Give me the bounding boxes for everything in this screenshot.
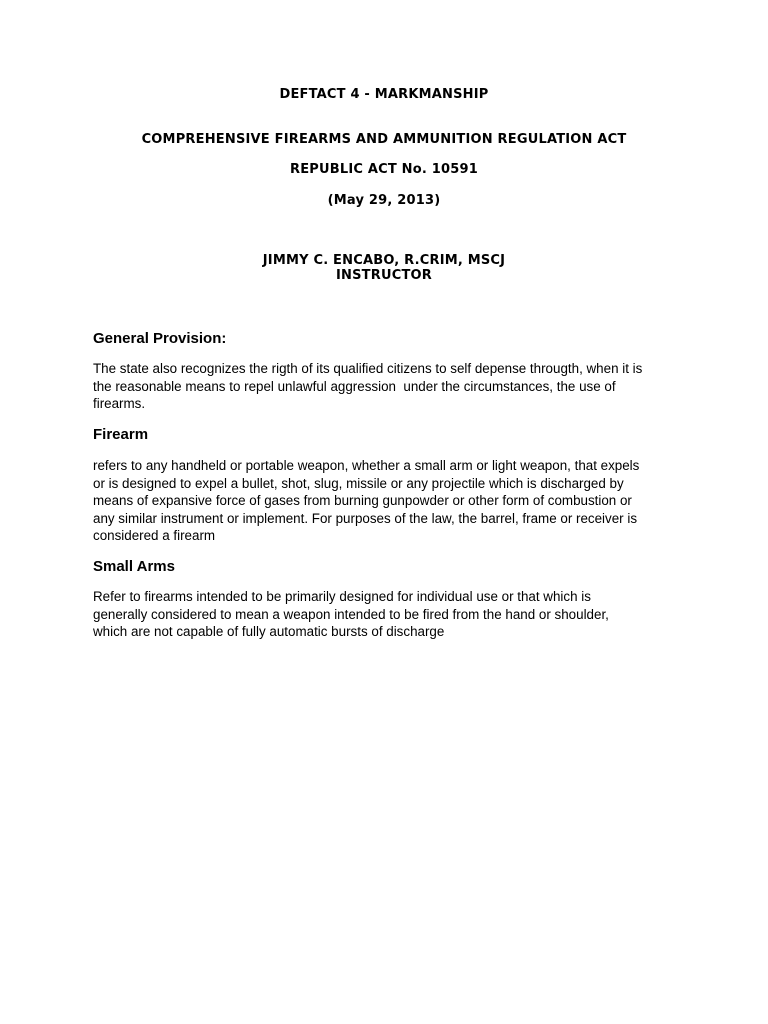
paragraph-line: or is designed to expel a bullet, shot, slug, missile or any projectile which is discharged by bbox=[93, 475, 624, 491]
act-title: COMPREHENSIVE FIREARMS AND AMMUNITION REGULATION ACT bbox=[141, 132, 627, 147]
paragraph-line: refers to any handheld or portable weapon, whether a small arm or light weapon, that expels bbox=[93, 458, 640, 473]
section-body-small-arms bbox=[93, 588, 693, 641]
instructor-role: INSTRUCTOR bbox=[336, 268, 432, 283]
paragraph-line: Refer to firearms intended to be primarily designed for individual use or that which is bbox=[93, 589, 591, 604]
act-number: REPUBLIC ACT No. 10591 bbox=[290, 162, 478, 177]
section-heading-general-provision: General Provision: bbox=[93, 330, 227, 347]
paragraph-line: which are not capable of fully automatic bursts of discharge bbox=[93, 624, 445, 639]
section-heading-firearm: Firearm bbox=[93, 426, 149, 443]
section-heading-small-arms: Small Arms bbox=[93, 558, 175, 575]
paragraph-line: any similar instrument or implement. For purposes of the law, the barrel, frame or receiver is bbox=[93, 510, 638, 526]
paragraph-line: firearms. bbox=[93, 396, 146, 411]
instructor-name: JIMMY C. ENCABO, R.CRIM, MSCJ bbox=[262, 253, 506, 268]
paragraph-line: means of expansive force of gases from burning gunpowder or other form of combustion or bbox=[93, 493, 632, 508]
paragraph-line: The state also recognizes the rigth of its qualified citizens to self depense througth, when it is bbox=[93, 361, 643, 376]
paragraph-line: considered a firearm bbox=[93, 528, 216, 543]
act-date: (May 29, 2013) bbox=[327, 193, 441, 208]
section-body-firearm bbox=[93, 457, 693, 545]
paragraph-line: generally considered to mean a weapon intended to be fired from the hand or shoulder, bbox=[93, 606, 609, 622]
course-title: DEFTACT 4 - MARKMANSHIP bbox=[279, 87, 489, 102]
paragraph-line: the reasonable means to repel unlawful aggression under the circumstances, the use of bbox=[93, 378, 616, 394]
section-body-general-provision bbox=[93, 360, 693, 413]
